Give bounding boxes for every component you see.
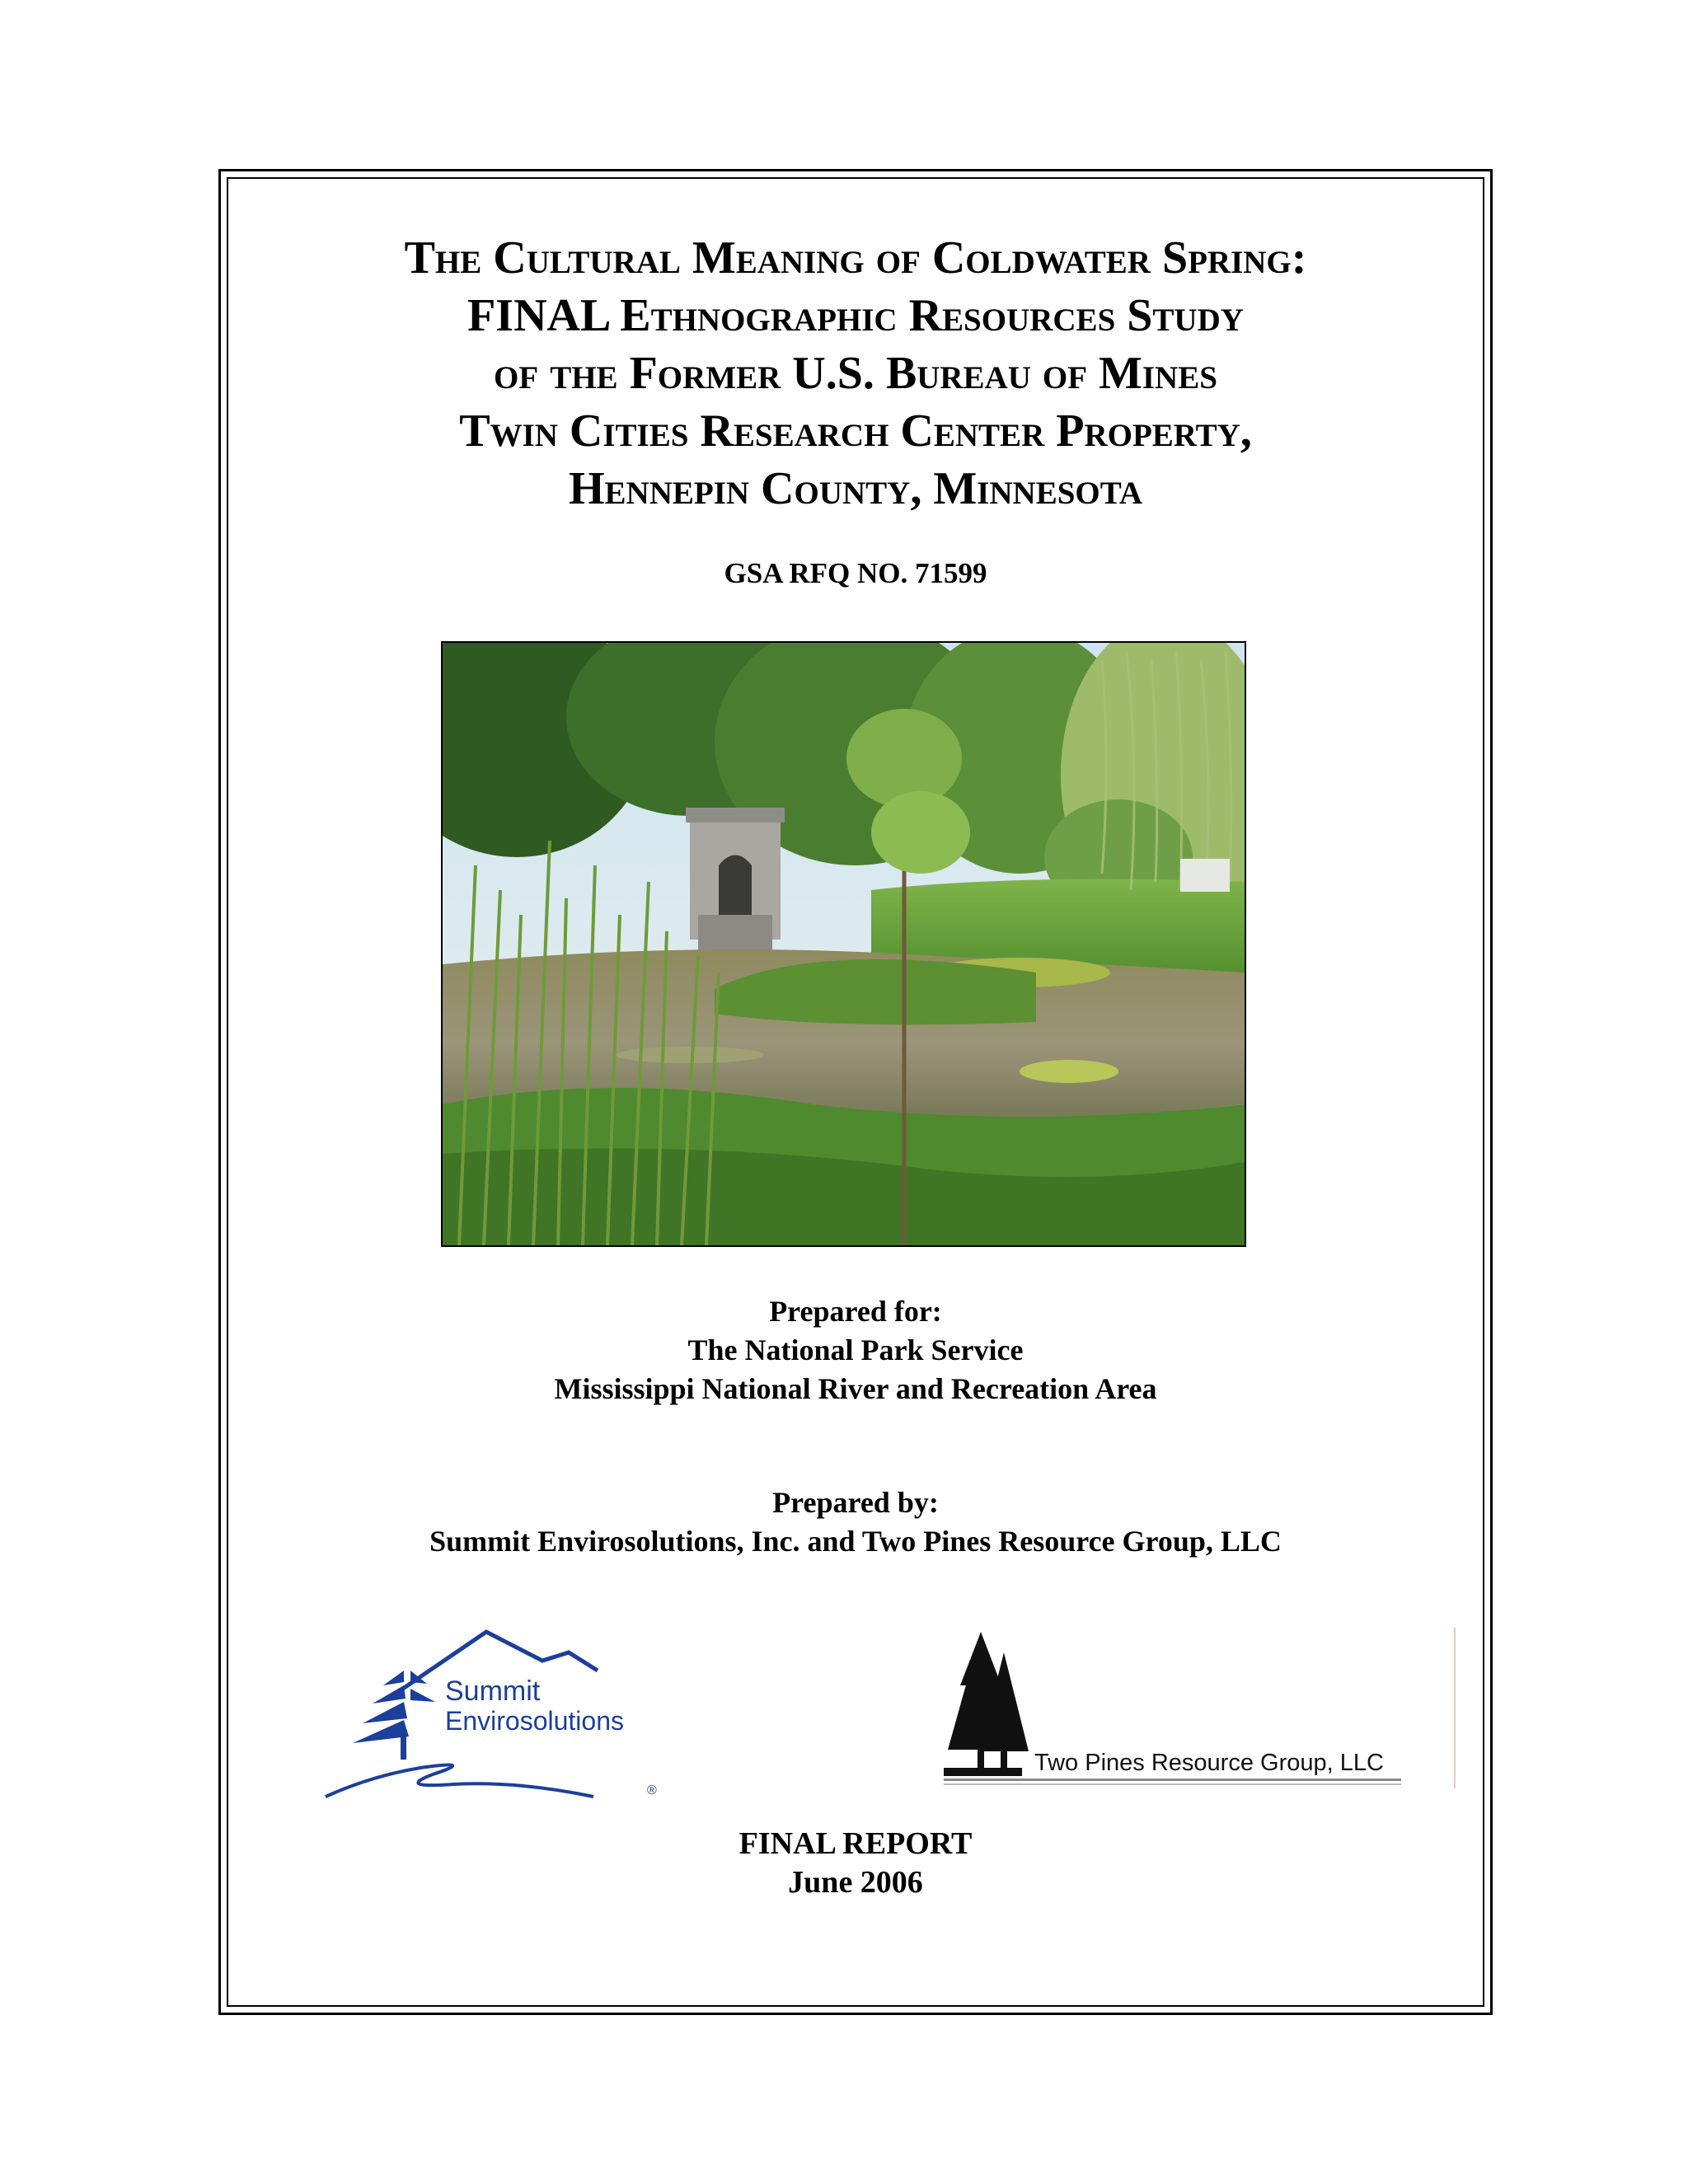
title-line-5: Hennepin County, Minnesota bbox=[568, 463, 1143, 514]
coldwater-spring-photo bbox=[441, 641, 1246, 1247]
summit-envirosolutions-logo bbox=[321, 1628, 684, 1801]
report-footer bbox=[227, 1825, 1484, 1902]
svg-text:Summit: Summit bbox=[445, 1675, 541, 1707]
title-line-3: of the Former U.S. Bureau of Mines bbox=[494, 348, 1217, 399]
prepared-for-heading: Prepared for: bbox=[769, 1295, 942, 1328]
report-title bbox=[227, 229, 1484, 518]
title-line-2: FINAL Ethnographic Resources Study bbox=[467, 290, 1244, 341]
report-date: June 2006 bbox=[788, 1865, 923, 1900]
svg-text:Two Pines Resource Group, LLC: Two Pines Resource Group, LLC bbox=[1034, 1750, 1384, 1776]
title-line-4: Twin Cities Research Center Property, bbox=[459, 405, 1252, 457]
svg-text:®: ® bbox=[647, 1783, 657, 1797]
rfq-number: GSA RFQ NO. 71599 bbox=[724, 557, 987, 589]
prepared-by-heading: Prepared by: bbox=[772, 1486, 939, 1519]
prepared-for-line-1: The National Park Service bbox=[687, 1333, 1024, 1366]
svg-text:Envirosolutions: Envirosolutions bbox=[445, 1706, 624, 1736]
two-pines-logo bbox=[940, 1628, 1401, 1793]
scan-edge-mark bbox=[1454, 1628, 1456, 1788]
pine-trees-icon bbox=[948, 1632, 1029, 1768]
prepared-by-block bbox=[227, 1483, 1484, 1561]
prepared-for-block bbox=[227, 1292, 1484, 1408]
prepared-for-line-2: Mississippi National River and Recreation Area bbox=[554, 1372, 1157, 1405]
final-report-label: FINAL REPORT bbox=[738, 1826, 973, 1861]
title-line-1: The Cultural Meaning of Coldwater Spring: bbox=[404, 232, 1307, 284]
tree-icon bbox=[353, 1671, 409, 1760]
prepared-by-line-1: Summit Envirosolutions, Inc. and Two Pines Resource Group, LLC bbox=[429, 1525, 1282, 1558]
